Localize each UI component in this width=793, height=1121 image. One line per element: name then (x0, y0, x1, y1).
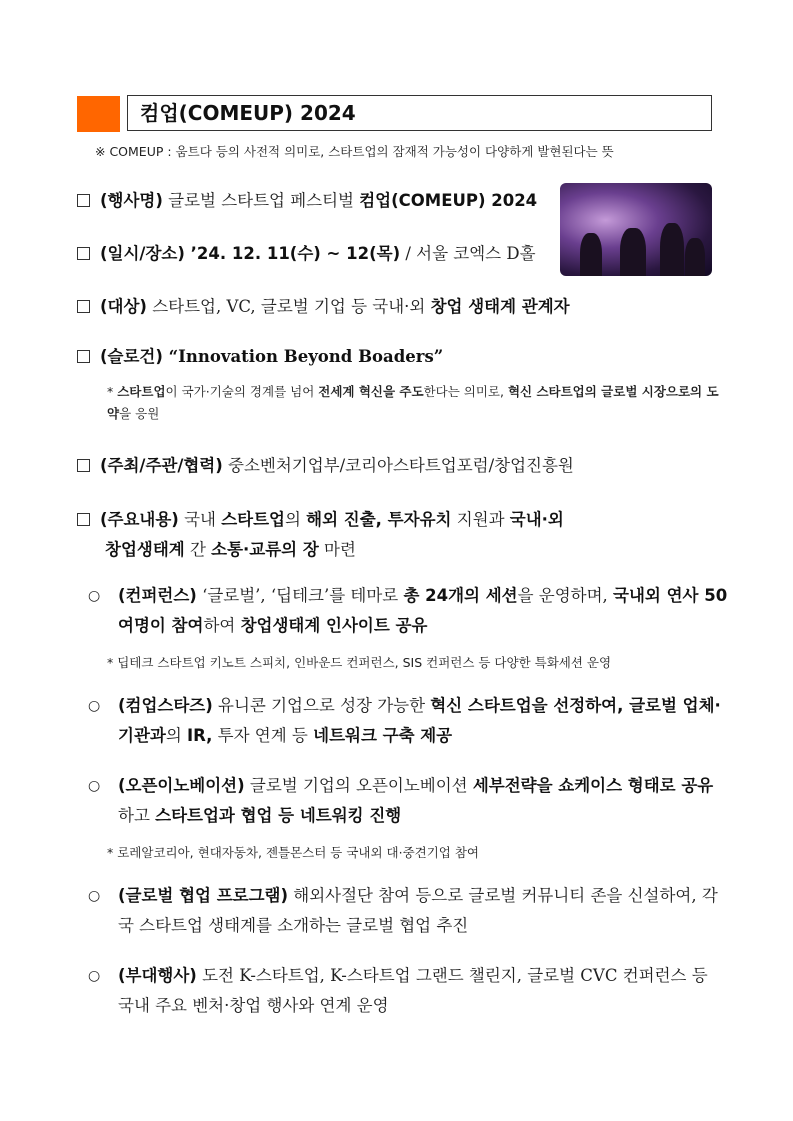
item-host: (주최/주관/협력) 중소벤처기업부/코리아스타트업포럼/창업진흥원 (77, 455, 574, 477)
checkbox-icon (77, 247, 90, 260)
section-marker (77, 96, 120, 132)
page-title: 컴업(COMEUP) 2024 (127, 95, 712, 131)
sub-open-innovation: ○ (오픈이노베이션) 글로벌 기업의 오픈이노베이션 세부전략을 쇼케이스 형태로 공유하고 스타트업과 협업 등 네트워킹 진행 (88, 776, 714, 825)
item-event-name: (행사명) 글로벌 스타트업 페스티벌 컴업(COMEUP) 2024 (77, 190, 537, 212)
checkbox-icon (77, 513, 90, 526)
item-slogan: (슬로건) “Innovation Beyond Boaders” (77, 346, 443, 368)
item-target: (대상) 스타트업, VC, 글로벌 기업 등 국내·외 창업 생태계 관계자 (77, 296, 570, 318)
item-date-place: (일시/장소) ’24. 12. 11(수) ~ 12(목) / 서울 코엑스 D홀 (77, 243, 536, 265)
sub-global-program: ○ (글로벌 협업 프로그램) 해외사절단 참여 등으로 글로벌 커뮤니티 존을 신설하여, 각국 스타트업 생태계를 소개하는 글로벌 협업 추진 (88, 886, 718, 935)
slogan-note: * 스타트업이 국가·기술의 경계를 넘어 전세계 혁신을 주도한다는 의미로, 혁신 스타트업의 글로벌 시장으로의 도약을 응원 (107, 384, 719, 421)
checkbox-icon (77, 194, 90, 207)
event-photo (560, 183, 712, 276)
item-main-content: (주요내용) 국내 스타트업의 해외 진출, 투자유치 지원과 국내·외 창업생태계 간 소통·교류의 장 마련 (77, 505, 727, 565)
sub-side-events: ○ (부대행사) 도전 K-스타트업, K-스타트업 그랜드 챌린지, 글로벌 CVC 컨퍼런스 등 국내 주요 벤처·창업 행사와 연계 운영 (88, 966, 708, 1015)
sub-comeupstars: ○ (컴업스타즈) 유니콘 기업으로 성장 가능한 혁신 스타트업을 선정하여, 글로벌 업체·기관과의 IR, 투자 연계 등 네트워크 구축 제공 (88, 696, 721, 745)
checkbox-icon (77, 350, 90, 363)
conference-note: * 딥테크 스타트업 키노트 스피치, 인바운드 컨퍼런스, SIS 컨퍼런스 등 다양한 특화세션 운영 (107, 655, 612, 670)
sub-conference: ○ (컨퍼런스) ‘글로벌’, ‘딥테크’를 테마로 총 24개의 세션을 운영하며, 국내외 연사 50여명이 참여하여 창업생태계 인사이트 공유 (88, 586, 728, 635)
open-innovation-note: * 로레알코리아, 현대자동차, 젠틀몬스터 등 국내외 대·중견기업 참여 (107, 845, 480, 860)
checkbox-icon (77, 300, 90, 313)
checkbox-icon (77, 459, 90, 472)
title-note: ※ COMEUP : 움트다 등의 사전적 의미로, 스타트업의 잠재적 가능성이 다양하게 발현된다는 뜻 (95, 144, 614, 159)
